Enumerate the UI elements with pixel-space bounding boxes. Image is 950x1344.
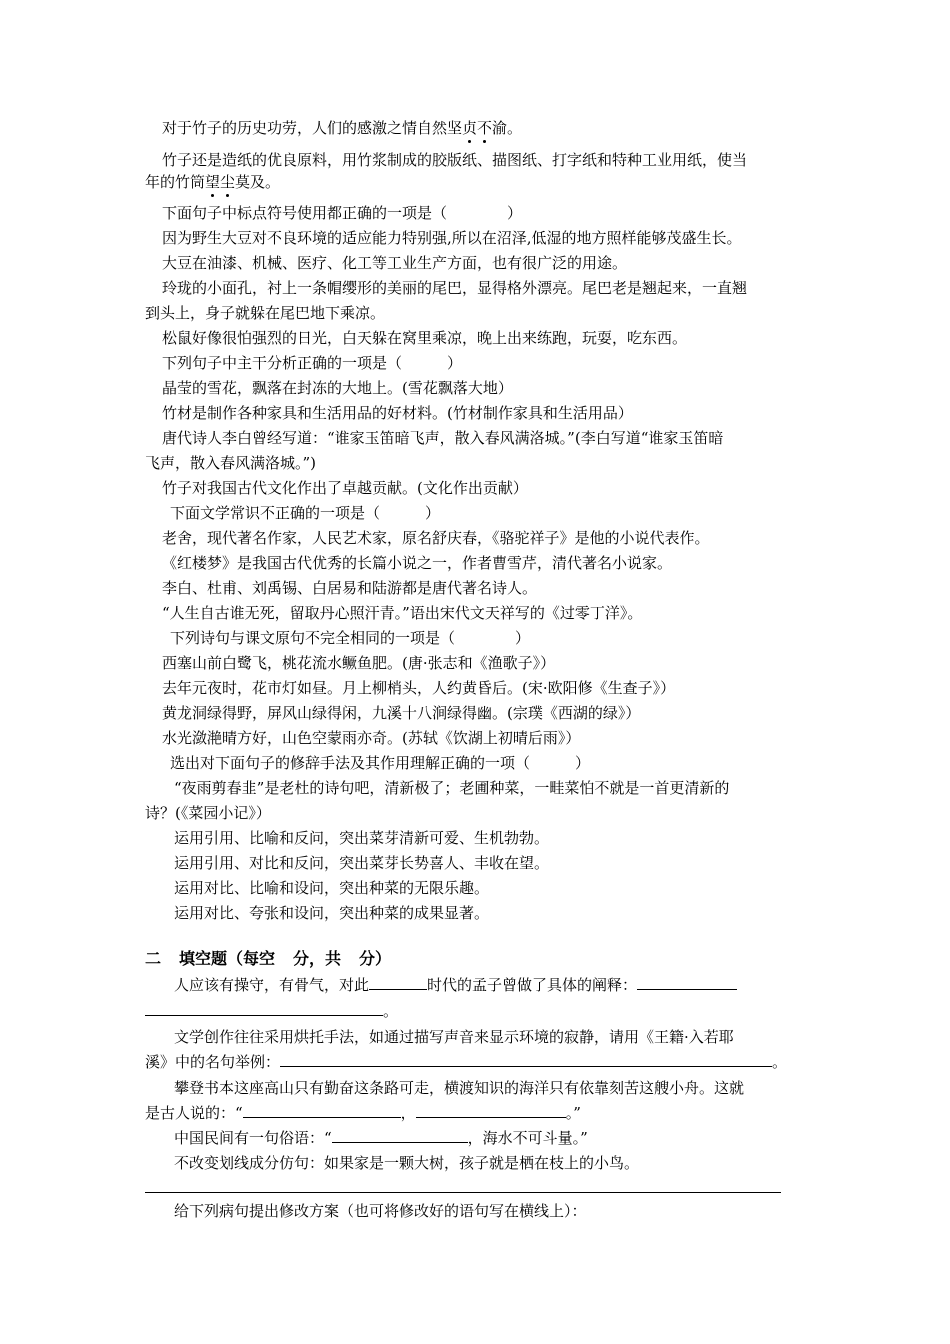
fill-question-3: 攀登书本这座高山只有勤奋这条路可走，横渡知识的海洋只有依靠刻苦这艘小舟。这就	[174, 1079, 745, 1097]
fill-3-text: 是古人说的：“	[145, 1104, 243, 1122]
option-trunk-c: 唐代诗人李白曾经写道：“谁家玉笛暗飞声，散入春风满洛城。”(李白写道“谁家玉笛暗	[162, 429, 724, 447]
fill-3-end: 。”	[565, 1104, 581, 1122]
option-trunk-d: 竹子对我国古代文化作出了卓越贡献。(文化作出贡献）	[162, 479, 528, 497]
rhetoric-passage-cont: 诗？(《菜园小记》）	[145, 804, 271, 822]
option-poem-d: 水光潋滟晴方好，山色空蒙雨亦奇。(苏轼《饮湖上初晴后雨》）	[162, 729, 581, 747]
option-rhet-d: 运用对比、夸张和设问，突出种菜的成果显著。	[174, 904, 490, 922]
fill-2-text: 溪》中的名句举例：	[145, 1053, 281, 1071]
fill-question-2: 文学创作往往采用烘托手法，如通过描写声音来显示环境的寂静，请用《王籍·入若耶	[174, 1028, 734, 1046]
question-poem: 下列诗句与课文原句不完全相同的一项是（ ）	[170, 629, 531, 647]
section-title-fill-in	[145, 948, 391, 970]
section-number: 二	[145, 949, 162, 968]
answer-blank-era[interactable]	[369, 975, 427, 990]
fill-question-1-cont	[145, 1001, 398, 1021]
fill-4-text-a: 中国民间有一句俗语：“	[174, 1129, 332, 1147]
question-literature: 下面文学常识不正确的一项是（ ）	[170, 504, 441, 522]
option-trunk-c-cont: 飞声，散入春风满洛城。”)	[145, 454, 317, 472]
answer-blank-wangji[interactable]	[280, 1052, 772, 1067]
answer-blank-mencius-2[interactable]	[145, 1001, 383, 1016]
fill-question-5: 不改变划线成分仿句：如果家是一颗大树，孩子就是栖在枝上的小鸟。	[174, 1154, 640, 1172]
answer-blank-saying-2[interactable]	[416, 1103, 566, 1118]
fill-2-end: 。	[772, 1053, 788, 1071]
option-trunk-a: 晶莹的雪花，飘落在封冻的大地上。(雪花飘落大地）	[162, 379, 513, 397]
fill-4-text-b: ，海水不可斗量。”	[467, 1129, 588, 1147]
answer-line-imitation[interactable]	[145, 1192, 781, 1193]
answer-blank-mencius-1[interactable]	[637, 975, 737, 990]
rhetoric-passage: “夜雨剪春韭”是老杜的诗句吧，清新极了；老圃种菜，一畦菜怕不就是一首更清新的	[174, 779, 730, 797]
fill-question-3-cont	[145, 1103, 581, 1123]
section-title-b: 分，共	[293, 949, 342, 968]
option-rhet-c: 运用对比、比喻和设问，突出种菜的无限乐趣。	[174, 879, 490, 897]
option-punct-c: 玲珑的小面孔，衬上一条帽缨形的美丽的尾巴，显得格外漂亮。尾巴老是翘起来，一直翘	[162, 279, 748, 297]
question-punctuation: 下面句子中标点符号使用都正确的一项是（ ）	[162, 204, 523, 222]
option-rhet-b: 运用引用、对比和反问，突出菜芽长势喜人、丰收在望。	[174, 854, 550, 872]
option-poem-c: 黄龙洞绿得野，屏风山绿得闲，九溪十八涧绿得幽。(宗璞《西湖的绿》）	[162, 704, 641, 722]
question-rhetoric: 选出对下面句子的修辞手法及其作用理解正确的一项（ ）	[170, 754, 591, 772]
fill-3-comma: ，	[400, 1104, 416, 1122]
fill-1-end: 。	[383, 1002, 399, 1020]
option-poem-a: 西塞山前白鹭飞，桃花流水鳜鱼肥。(唐·张志和《渔歌子》）	[162, 654, 556, 672]
option-lit-b: 《红楼梦》是我国古代优秀的长篇小说之一，作者曹雪芹，清代著名小说家。	[162, 554, 673, 572]
option-punct-c-cont: 到头上，身子就躲在尾巴地下乘凉。	[145, 304, 386, 322]
option-lit-a: 老舍，现代著名作家，人民艺术家，原名舒庆春，《骆驼祥子》是他的小说代表作。	[162, 529, 710, 547]
sentence-bamboo-paper: 竹子还是造纸的优良原料，用竹浆制成的胶版纸、描图纸、打字纸和特种工业用纸，使当	[162, 151, 748, 169]
option-punct-b: 大豆在油漆、机械、医疗、化工等工业生产方面，也有很广泛的用途。	[162, 254, 628, 272]
answer-blank-proverb[interactable]	[332, 1128, 468, 1143]
option-trunk-b: 竹材是制作各种家具和生活用品的好材料。(竹材制作家具和生活用品）	[162, 404, 633, 422]
option-lit-c: 李白、杜甫、刘禹锡、白居易和陆游都是唐代著名诗人。	[162, 579, 538, 597]
fill-1-text-b: 时代的孟子曾做了具体的阐释：	[427, 976, 638, 994]
option-punct-a: 因为野生大豆对不良环境的适应能力特别强,所以在沼泽,低湿的地方照样能够茂盛生长。	[162, 229, 742, 247]
fill-1-text-a: 人应该有操守，有骨气，对此	[174, 976, 370, 994]
section-title-c: 分）	[359, 949, 392, 968]
answer-blank-saying-1[interactable]	[243, 1103, 401, 1118]
option-lit-d: “人生自古谁无死，留取丹心照汗青。”语出宋代文天祥写的《过零丁洋》。	[162, 604, 643, 622]
sentence-bamboo-merit: 对于竹子的历史功劳，人们的感激之情自然坚贞不渝。	[162, 119, 523, 137]
fill-question-4	[174, 1128, 588, 1148]
fill-question-6: 给下列病句提出修改方案（也可将修改好的语句写在横线上）：	[174, 1202, 587, 1220]
option-poem-b: 去年元夜时，花市灯如昼。月上柳梢头，人约黄昏后。(宋·欧阳修《生查子》）	[162, 679, 676, 697]
question-sentence-trunk: 下列句子中主干分析正确的一项是（ ）	[162, 354, 463, 372]
option-punct-d: 松鼠好像很怕强烈的日光，白天躲在窝里乘凉，晚上出来练跑，玩耍，吃东西。	[162, 329, 688, 347]
fill-question-1	[174, 975, 737, 995]
sentence-bamboo-paper-cont: 年的竹筒望尘莫及。	[145, 173, 281, 191]
option-rhet-a: 运用引用、比喻和反问，突出菜芽清新可爱、生机勃勃。	[174, 829, 550, 847]
fill-question-2-cont	[145, 1052, 787, 1072]
section-title-a: 填空题（每空	[179, 949, 276, 968]
